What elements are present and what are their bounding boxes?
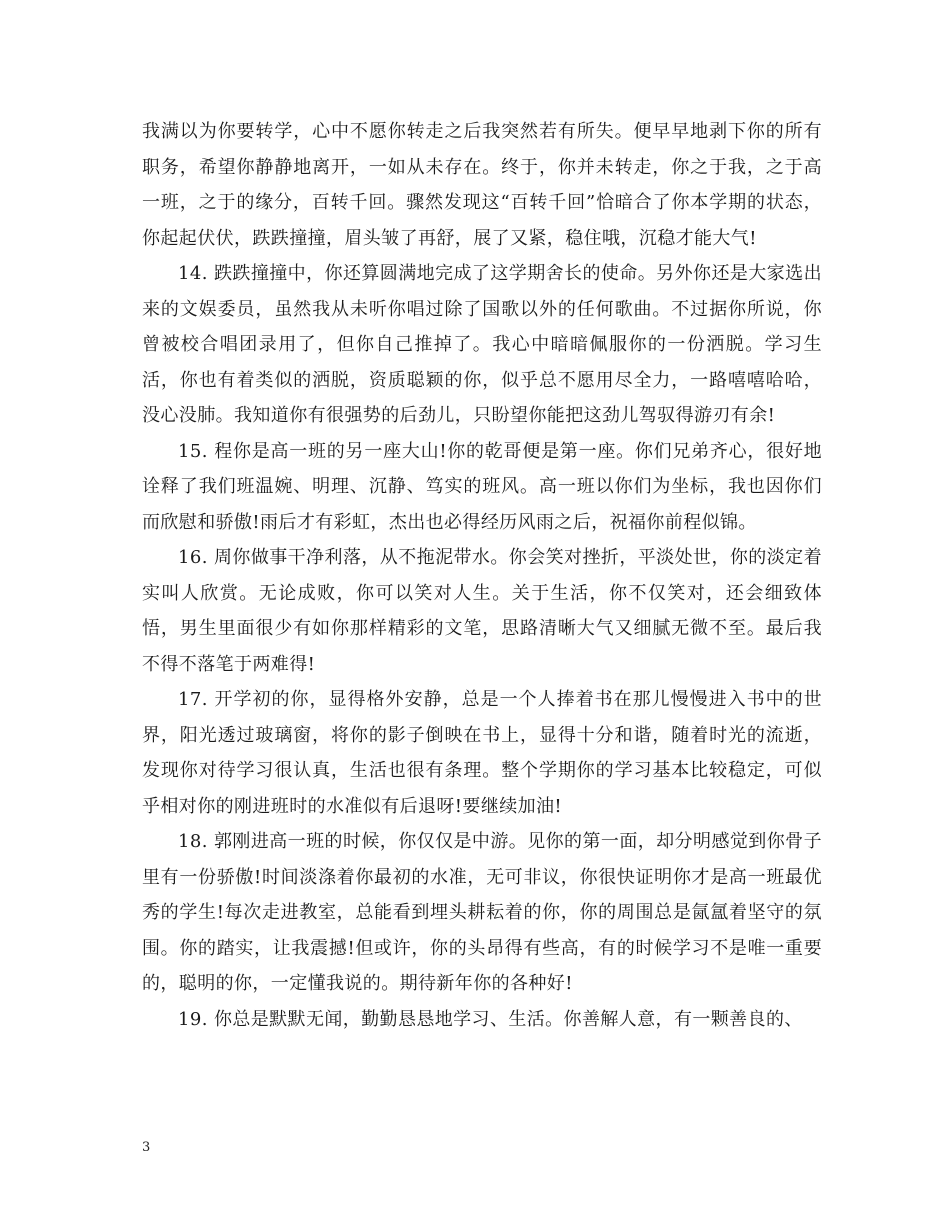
- paragraph-18: 18. 郭刚进高一班的时候，你仅仅是中游。见你的第一面，却分明感觉到你骨子里有一份骄傲!时间淡涤着你最初的水准，无可非议，你很快证明你才是高一班最优秀的学生!每次走进教室，总能看到埋头耕耘着的你，你的周围总是氤氲着坚守的氛围。你的踏实，让我震撼!但或许，你的头昂得有些高，有的时候学习不是唯一重要的，聪明的你，一定懂我说的。期待新年你的各种好!: [142, 831, 822, 994]
- paragraph-14: 14. 跌跌撞撞中，你还算圆满地完成了这学期舍长的使命。另外你还是大家选出来的文娱委员，虽然我从未听你唱过除了国歌以外的任何歌曲。不过据你所说，你曾被校合唱团录用了，但你自己推掉了。我心中暗暗佩服你的一份洒脱。学习生活，你也有着类似的洒脱，资质聪颖的你，似乎总不愿用尽全力，一路嘻嘻哈哈，没心没肺。我知道你有很强势的后劲儿，只盼望你能把这劲儿驾驭得游刃有余!: [142, 263, 822, 426]
- paragraph-continuation: 我满以为你要转学，心中不愿你转走之后我突然若有所失。便早早地剥下你的所有职务，希望你静静地离开，一如从未存在。终于，你并未转走，你之于我，之于高一班，之于的缘分，百转千回。骤然发现这“百转千回”恰暗合了你本学期的状态，你起起伏伏，跌跌撞撞，眉头皱了再舒，展了又紧，稳住哦，沉稳才能大气!: [142, 121, 822, 249]
- paragraph-19: 19. 你总是默默无闻，勤勤恳恳地学习、生活。你善解人意，有一颗善良的、: [178, 1008, 803, 1030]
- paragraph-17: 17. 开学初的你，显得格外安静，总是一个人捧着书在那儿慢慢进入书中的世界，阳光透过玻璃窗，将你的影子倒映在书上，显得十分和谐，随着时光的流逝，发现你对待学习很认真，生活也很有条理。整个学期你的学习基本比较稳定，可似乎相对你的刚进班时的水准似有后退呀!要继续加油!: [142, 689, 822, 817]
- paragraph-16: 16. 周你做事干净利落，从不拖泥带水。你会笑对挫折，平淡处世，你的淡定着实叫人欣赏。无论成败，你可以笑对人生。关于生活，你不仅笑对，还会细致体悟，男生里面很少有如你那样精彩的文笔，思路清晰大气又细腻无微不至。最后我不得不落笔于两难得!: [142, 547, 822, 675]
- document-body: [142, 114, 822, 1037]
- paragraph-15: 15. 程你是高一班的另一座大山!你的乾哥便是第一座。你们兄弟齐心，很好地诠释了我们班温婉、明理、沉静、笃实的班风。高一班以你们为坐标，我也因你们而欣慰和骄傲!雨后才有彩虹，杰出也必得经历风雨之后，祝福你前程似锦。: [142, 440, 822, 533]
- page-number: 3: [142, 1140, 151, 1155]
